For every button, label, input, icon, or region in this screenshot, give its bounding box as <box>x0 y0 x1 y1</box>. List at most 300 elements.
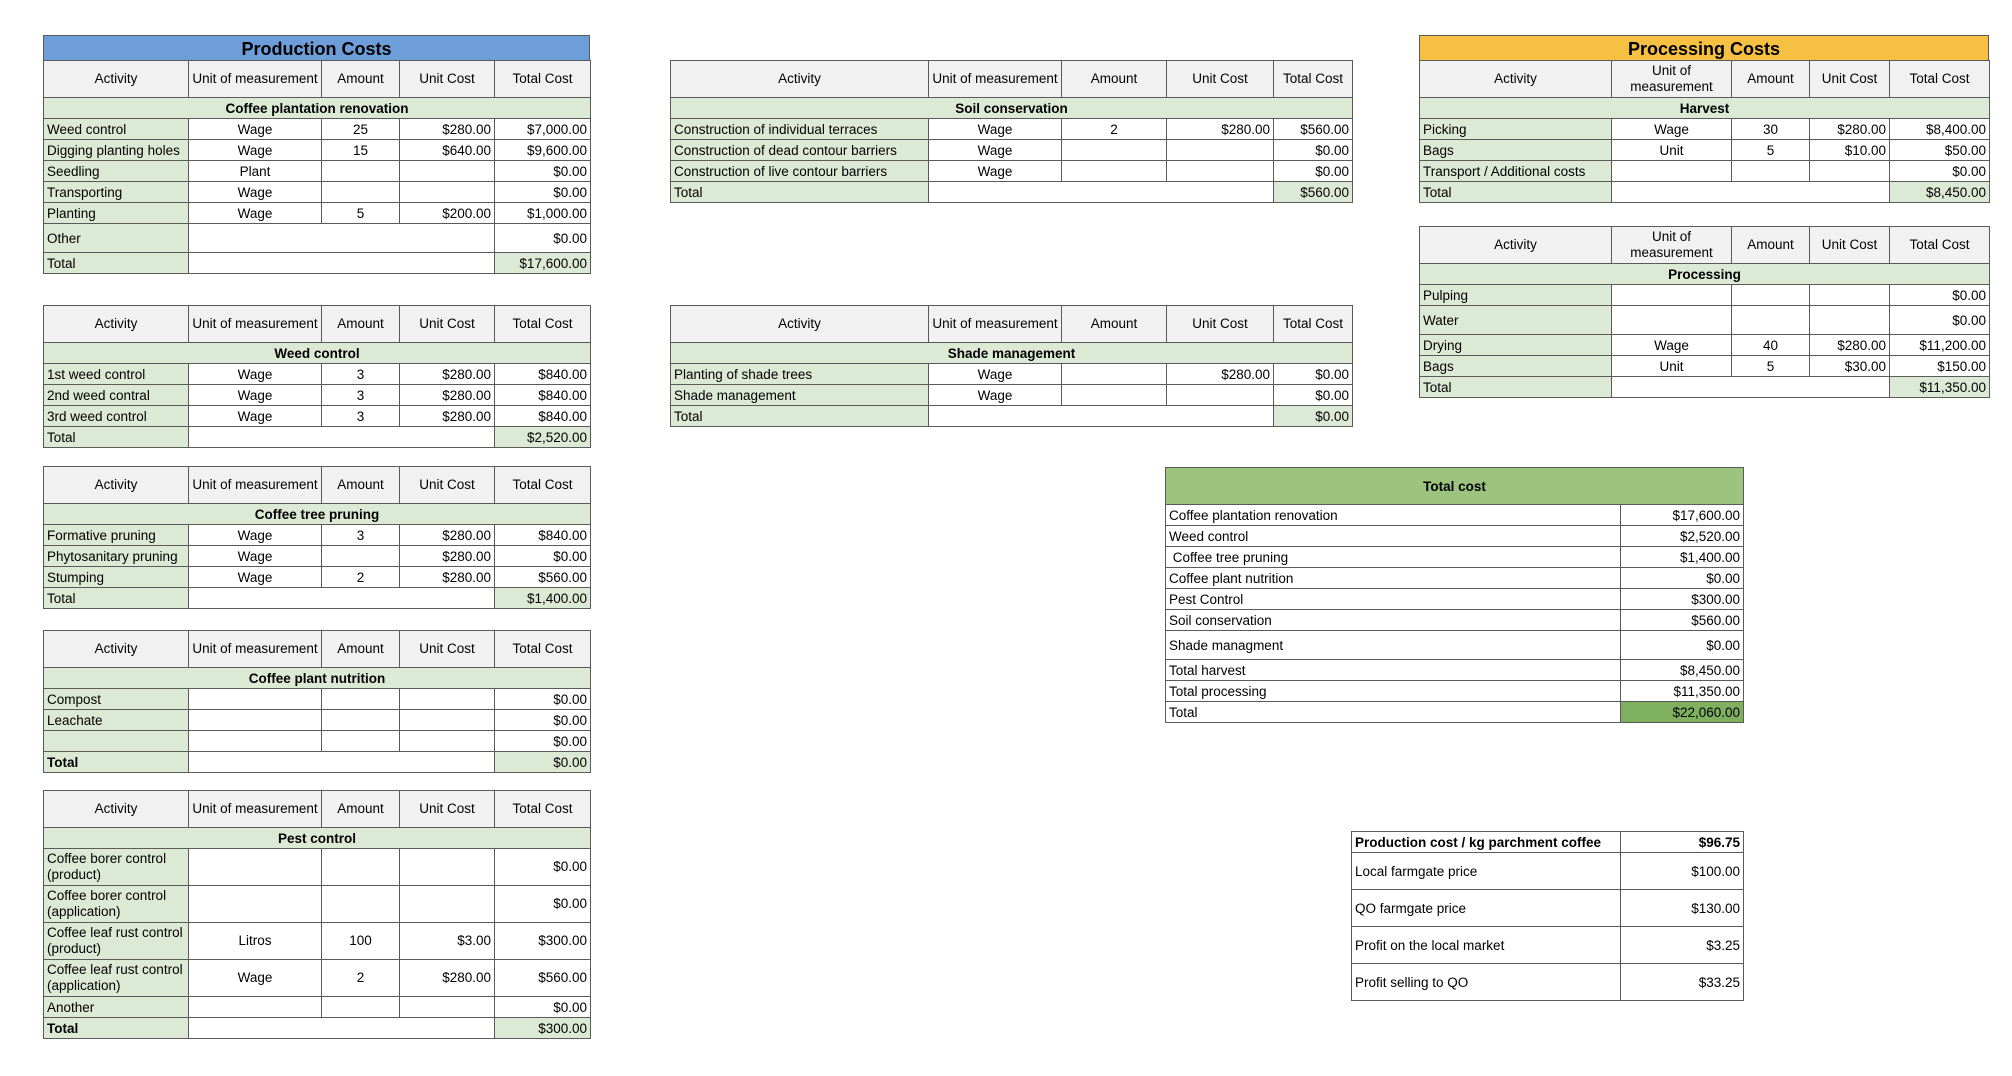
total-value: $1,400.00 <box>495 588 591 609</box>
profit-value: $33.25 <box>1621 964 1744 1001</box>
cell-total: $300.00 <box>495 923 591 960</box>
cell-amount <box>322 997 400 1018</box>
cell-amount <box>322 849 400 886</box>
cell-activity: Bags <box>1420 140 1612 161</box>
table-header-row <box>44 791 591 828</box>
col-unit: Unit of measurement <box>189 61 322 98</box>
profit-value: $96.75 <box>1621 832 1744 853</box>
cell-unit: Wage <box>1612 119 1732 140</box>
cell-amount: 2 <box>322 960 400 997</box>
col-total-cost: Total Cost <box>1274 306 1353 343</box>
total-label: Total <box>1420 377 1612 398</box>
cell-total: $11,200.00 <box>1890 335 1990 356</box>
cell-unit <box>1612 306 1732 335</box>
table-row <box>1420 140 1990 161</box>
table-row <box>671 364 1353 385</box>
profit-label: Production cost / kg parchment coffee <box>1352 832 1621 853</box>
table-row <box>44 385 591 406</box>
cell-total: $0.00 <box>495 689 591 710</box>
cell-unit-cost: $200.00 <box>400 203 495 224</box>
cell-unit: Wage <box>929 140 1062 161</box>
col-total-cost: Total Cost <box>495 306 591 343</box>
cell-amount: 15 <box>322 140 400 161</box>
cell-total: $840.00 <box>495 525 591 546</box>
total-value: $8,450.00 <box>1890 182 1990 203</box>
cell-amount: 100 <box>322 923 400 960</box>
cell-unit-cost <box>400 182 495 203</box>
section-title: Coffee plant nutrition <box>44 668 591 689</box>
cell-total: $50.00 <box>1890 140 1990 161</box>
col-amount: Amount <box>1062 61 1167 98</box>
table-row <box>1166 526 1744 547</box>
cell-unit <box>1612 161 1732 182</box>
cell-activity: Water <box>1420 306 1612 335</box>
cell-activity: Picking <box>1420 119 1612 140</box>
cell-amount <box>1062 364 1167 385</box>
cell-unit: Wage <box>1612 335 1732 356</box>
total-row <box>671 182 1353 203</box>
col-activity: Activity <box>1420 227 1612 264</box>
table-row <box>44 224 591 253</box>
cell-activity: Digging planting holes <box>44 140 189 161</box>
cell-unit: Wage <box>189 567 322 588</box>
cell-total: $560.00 <box>495 960 591 997</box>
col-total-cost: Total Cost <box>495 61 591 98</box>
cell-total: $0.00 <box>1890 306 1990 335</box>
cell-activity: Phytosanitary pruning <box>44 546 189 567</box>
cost-label: Total harvest <box>1166 660 1621 681</box>
total-row <box>671 406 1353 427</box>
col-total-cost: Total Cost <box>495 467 591 504</box>
cell-unit-cost: $280.00 <box>1167 119 1274 140</box>
table-row <box>44 960 591 997</box>
total-value: $17,600.00 <box>495 253 591 274</box>
cell-amount <box>322 182 400 203</box>
col-unit: Unit of measurement <box>1612 61 1732 98</box>
total-value: $22,060.00 <box>1621 702 1744 723</box>
cell-amount: 2 <box>322 567 400 588</box>
col-amount: Amount <box>322 306 400 343</box>
cell-total: $840.00 <box>495 385 591 406</box>
cell-amount <box>322 546 400 567</box>
cell-activity: Drying <box>1420 335 1612 356</box>
cell-empty <box>189 427 495 448</box>
cell-activity: Transport / Additional costs <box>1420 161 1612 182</box>
total-label: Total <box>671 406 929 427</box>
table-row <box>44 161 591 182</box>
table-row <box>44 546 591 567</box>
cost-label: Total processing <box>1166 681 1621 702</box>
col-unit: Unit of measurement <box>929 306 1062 343</box>
col-unit-cost: Unit Cost <box>1167 306 1274 343</box>
cell-empty <box>189 588 495 609</box>
col-amount: Amount <box>322 791 400 828</box>
cell-amount: 40 <box>1732 335 1810 356</box>
cell-unit-cost <box>1810 161 1890 182</box>
profit-label: Profit on the local market <box>1352 927 1621 964</box>
table-header-row <box>671 61 1353 98</box>
cell-unit: Wage <box>189 960 322 997</box>
total-label: Total <box>1420 182 1612 203</box>
cost-value: $17,600.00 <box>1621 505 1744 526</box>
total-label: Total <box>44 253 189 274</box>
cell-total: $0.00 <box>495 731 591 752</box>
cost-label: Coffee plantation renovation <box>1166 505 1621 526</box>
total-row <box>44 253 591 274</box>
table-row <box>1352 927 1744 964</box>
profit-value: $130.00 <box>1621 890 1744 927</box>
col-unit-cost: Unit Cost <box>1167 61 1274 98</box>
processing-table <box>1419 226 1990 398</box>
cell-unit: Wage <box>189 203 322 224</box>
cell-amount: 3 <box>322 525 400 546</box>
pruning-table <box>43 466 591 609</box>
table-row <box>44 525 591 546</box>
cell-empty <box>929 182 1274 203</box>
cost-value: $0.00 <box>1621 631 1744 660</box>
renovation-table <box>43 60 591 274</box>
cell-total: $150.00 <box>1890 356 1990 377</box>
cell-unit: Plant <box>189 161 322 182</box>
col-total-cost: Total Cost <box>1890 227 1990 264</box>
cell-activity: Coffee leaf rust control (product) <box>44 923 189 960</box>
cell-total: $840.00 <box>495 364 591 385</box>
cell-unit: Unit <box>1612 140 1732 161</box>
cell-total: $0.00 <box>495 182 591 203</box>
cell-activity: Leachate <box>44 710 189 731</box>
total-label: Total <box>44 752 189 773</box>
cell-unit-cost <box>1167 385 1274 406</box>
cost-value: $11,350.00 <box>1621 681 1744 702</box>
cell-unit-cost: $640.00 <box>400 140 495 161</box>
cell-unit-cost: $280.00 <box>400 567 495 588</box>
col-unit-cost: Unit Cost <box>1810 61 1890 98</box>
total-row <box>1420 182 1990 203</box>
col-unit-cost: Unit Cost <box>400 467 495 504</box>
cell-unit-cost <box>1167 161 1274 182</box>
total-value: $300.00 <box>495 1018 591 1039</box>
cell-unit <box>189 886 322 923</box>
section-title: Harvest <box>1420 98 1990 119</box>
cell-amount: 5 <box>1732 140 1810 161</box>
table-row <box>44 406 591 427</box>
cell-amount <box>322 689 400 710</box>
cell-amount <box>322 710 400 731</box>
cell-activity: Construction of live contour barriers <box>671 161 929 182</box>
cell-amount: 25 <box>322 119 400 140</box>
table-row <box>1420 161 1990 182</box>
table-row <box>44 731 591 752</box>
table-row <box>1166 660 1744 681</box>
table-row <box>1420 356 1990 377</box>
cell-unit: Wage <box>189 364 322 385</box>
cell-total: $8,400.00 <box>1890 119 1990 140</box>
cell-unit-cost: $30.00 <box>1810 356 1890 377</box>
table-row <box>671 140 1353 161</box>
table-row <box>44 923 591 960</box>
col-unit-cost: Unit Cost <box>400 631 495 668</box>
table-row <box>1420 306 1990 335</box>
col-unit: Unit of measurement <box>189 467 322 504</box>
cell-unit-cost <box>400 997 495 1018</box>
profit-label: Profit selling to QO <box>1352 964 1621 1001</box>
col-amount: Amount <box>1732 61 1810 98</box>
cell-amount <box>322 161 400 182</box>
cell-unit <box>189 849 322 886</box>
col-unit: Unit of measurement <box>189 791 322 828</box>
cell-total: $0.00 <box>1274 161 1353 182</box>
cell-unit: Wage <box>189 385 322 406</box>
table-row <box>44 140 591 161</box>
col-amount: Amount <box>322 467 400 504</box>
shade-management-table <box>670 305 1353 427</box>
col-amount: Amount <box>322 61 400 98</box>
cost-label: Coffee tree pruning <box>1166 547 1621 568</box>
cell-unit-cost <box>1167 140 1274 161</box>
col-unit-cost: Unit Cost <box>400 306 495 343</box>
cost-value: $8,450.00 <box>1621 660 1744 681</box>
cost-value: $560.00 <box>1621 610 1744 631</box>
cost-label: Coffee plant nutrition <box>1166 568 1621 589</box>
soil-conservation-table <box>670 60 1353 203</box>
table-header-row <box>1420 61 1990 98</box>
total-value: $560.00 <box>1274 182 1353 203</box>
table-row <box>1352 964 1744 1001</box>
col-unit: Unit of measurement <box>929 61 1062 98</box>
table-header-row <box>44 467 591 504</box>
cell-amount <box>322 886 400 923</box>
cell-unit-cost: $10.00 <box>1810 140 1890 161</box>
cell-total: $1,000.00 <box>495 203 591 224</box>
cell-activity: 2nd weed contral <box>44 385 189 406</box>
cell-total: $9,600.00 <box>495 140 591 161</box>
col-activity: Activity <box>671 306 929 343</box>
total-label: Total <box>44 427 189 448</box>
table-header-row <box>44 306 591 343</box>
cell-unit: Wage <box>189 119 322 140</box>
cell-unit: Wage <box>929 364 1062 385</box>
table-row <box>1166 547 1744 568</box>
total-label: Total <box>44 588 189 609</box>
cell-unit: Wage <box>189 525 322 546</box>
cell-unit <box>189 731 322 752</box>
cell-unit <box>189 997 322 1018</box>
col-unit: Unit of measurement <box>1612 227 1732 264</box>
cell-unit <box>1612 285 1732 306</box>
cell-unit: Wage <box>929 119 1062 140</box>
cell-activity: 3rd weed control <box>44 406 189 427</box>
cell-unit: Litros <box>189 923 322 960</box>
cell-unit-cost: $280.00 <box>400 546 495 567</box>
cell-amount: 30 <box>1732 119 1810 140</box>
table-row <box>44 710 591 731</box>
weed-control-table <box>43 305 591 448</box>
col-activity: Activity <box>44 467 189 504</box>
table-row <box>1166 589 1744 610</box>
cell-activity: Coffee borer control (product) <box>44 849 189 886</box>
cell-activity: Transporting <box>44 182 189 203</box>
table-row <box>44 886 591 923</box>
col-total-cost: Total Cost <box>495 631 591 668</box>
table-row <box>1166 505 1744 526</box>
cell-unit <box>189 689 322 710</box>
cell-amount <box>1062 161 1167 182</box>
cell-amount <box>1732 306 1810 335</box>
cell-activity: Compost <box>44 689 189 710</box>
cell-activity: Stumping <box>44 567 189 588</box>
profit-table <box>1351 831 1744 1001</box>
cell-unit: Unit <box>1612 356 1732 377</box>
cell-amount: 5 <box>322 203 400 224</box>
cell-unit-cost: $280.00 <box>400 525 495 546</box>
table-row <box>44 997 591 1018</box>
col-amount: Amount <box>1732 227 1810 264</box>
col-unit-cost: Unit Cost <box>400 791 495 828</box>
cell-amount: 5 <box>1732 356 1810 377</box>
col-unit: Unit of measurement <box>189 306 322 343</box>
table-header-row <box>44 61 591 98</box>
cell-amount: 3 <box>322 406 400 427</box>
cell-amount <box>322 731 400 752</box>
total-row <box>44 427 591 448</box>
table-header-row <box>44 631 591 668</box>
cell-amount <box>1732 285 1810 306</box>
table-row <box>1352 832 1744 853</box>
cell-empty <box>189 224 495 253</box>
cell-activity: Planting <box>44 203 189 224</box>
table-header-row <box>671 306 1353 343</box>
cell-unit-cost <box>400 710 495 731</box>
cell-activity: Pulping <box>1420 285 1612 306</box>
col-total-cost: Total Cost <box>495 791 591 828</box>
cost-label: Soil conservation <box>1166 610 1621 631</box>
total-cost-table <box>1165 467 1744 723</box>
col-unit-cost: Unit Cost <box>1810 227 1890 264</box>
col-amount: Amount <box>1062 306 1167 343</box>
cell-total: $0.00 <box>495 997 591 1018</box>
cell-unit-cost: $280.00 <box>1167 364 1274 385</box>
cost-value: $2,520.00 <box>1621 526 1744 547</box>
cell-activity: Formative pruning <box>44 525 189 546</box>
section-title: Soil conservation <box>671 98 1353 119</box>
col-activity: Activity <box>671 61 929 98</box>
cell-unit-cost <box>1810 285 1890 306</box>
cell-total: $0.00 <box>495 161 591 182</box>
cell-total: $0.00 <box>495 710 591 731</box>
total-row <box>44 588 591 609</box>
col-activity: Activity <box>1420 61 1612 98</box>
cell-activity: Another <box>44 997 189 1018</box>
cost-label: Pest Control <box>1166 589 1621 610</box>
table-row <box>44 567 591 588</box>
total-value: $0.00 <box>1274 406 1353 427</box>
table-row <box>1166 631 1744 660</box>
cell-activity: Bags <box>1420 356 1612 377</box>
cell-total: $7,000.00 <box>495 119 591 140</box>
col-total-cost: Total Cost <box>1890 61 1990 98</box>
cell-activity: Coffee borer control (application) <box>44 886 189 923</box>
cell-unit-cost: $280.00 <box>400 364 495 385</box>
nutrition-table <box>43 630 591 773</box>
cost-value: $300.00 <box>1621 589 1744 610</box>
total-row <box>1420 377 1990 398</box>
total-row <box>44 752 591 773</box>
cell-empty <box>929 406 1274 427</box>
cell-activity <box>44 731 189 752</box>
section-title: Processing <box>1420 264 1990 285</box>
cell-total: $840.00 <box>495 406 591 427</box>
cell-unit: Wage <box>189 406 322 427</box>
production-costs-title: Production Costs <box>43 35 590 61</box>
table-row <box>1166 610 1744 631</box>
cell-unit-cost <box>400 689 495 710</box>
cell-activity: Shade management <box>671 385 929 406</box>
cell-total: $0.00 <box>1274 364 1353 385</box>
profit-value: $3.25 <box>1621 927 1744 964</box>
cell-total: $0.00 <box>1890 285 1990 306</box>
cell-unit-cost: $280.00 <box>400 119 495 140</box>
col-activity: Activity <box>44 631 189 668</box>
section-title: Coffee tree pruning <box>44 504 591 525</box>
cell-total: $0.00 <box>1274 140 1353 161</box>
cell-amount: 3 <box>322 364 400 385</box>
cell-unit-cost: $280.00 <box>400 406 495 427</box>
cell-unit-cost: $280.00 <box>1810 335 1890 356</box>
cell-unit-cost: $3.00 <box>400 923 495 960</box>
table-row <box>671 385 1353 406</box>
table-row <box>1166 681 1744 702</box>
table-row <box>1420 119 1990 140</box>
col-activity: Activity <box>44 306 189 343</box>
cell-unit-cost: $280.00 <box>1810 119 1890 140</box>
total-value: $11,350.00 <box>1890 377 1990 398</box>
table-row <box>44 203 591 224</box>
cell-total: $0.00 <box>495 224 591 253</box>
cell-unit-cost <box>1810 306 1890 335</box>
col-amount: Amount <box>322 631 400 668</box>
pest-control-table <box>43 790 591 1039</box>
cell-total: $560.00 <box>1274 119 1353 140</box>
cell-amount <box>1062 140 1167 161</box>
profit-value: $100.00 <box>1621 853 1744 890</box>
cell-amount: 2 <box>1062 119 1167 140</box>
cell-amount <box>1062 385 1167 406</box>
cost-label: Weed control <box>1166 526 1621 547</box>
cell-activity: Coffee leaf rust control (application) <box>44 960 189 997</box>
cell-activity: Planting of shade trees <box>671 364 929 385</box>
cell-unit: Wage <box>189 546 322 567</box>
section-title: Weed control <box>44 343 591 364</box>
total-value: $0.00 <box>495 752 591 773</box>
table-row <box>671 119 1353 140</box>
cell-unit: Wage <box>189 140 322 161</box>
table-row <box>44 119 591 140</box>
cell-empty <box>189 253 495 274</box>
section-title: Pest control <box>44 828 591 849</box>
cell-total: $0.00 <box>495 849 591 886</box>
table-row <box>1352 890 1744 927</box>
cell-unit-cost <box>400 849 495 886</box>
cell-total: $0.00 <box>1890 161 1990 182</box>
section-title: Shade management <box>671 343 1353 364</box>
cell-empty <box>189 1018 495 1039</box>
table-row <box>1420 285 1990 306</box>
table-row <box>44 182 591 203</box>
cell-unit-cost <box>400 886 495 923</box>
total-label: Total <box>44 1018 189 1039</box>
cell-activity: Weed control <box>44 119 189 140</box>
col-activity: Activity <box>44 61 189 98</box>
